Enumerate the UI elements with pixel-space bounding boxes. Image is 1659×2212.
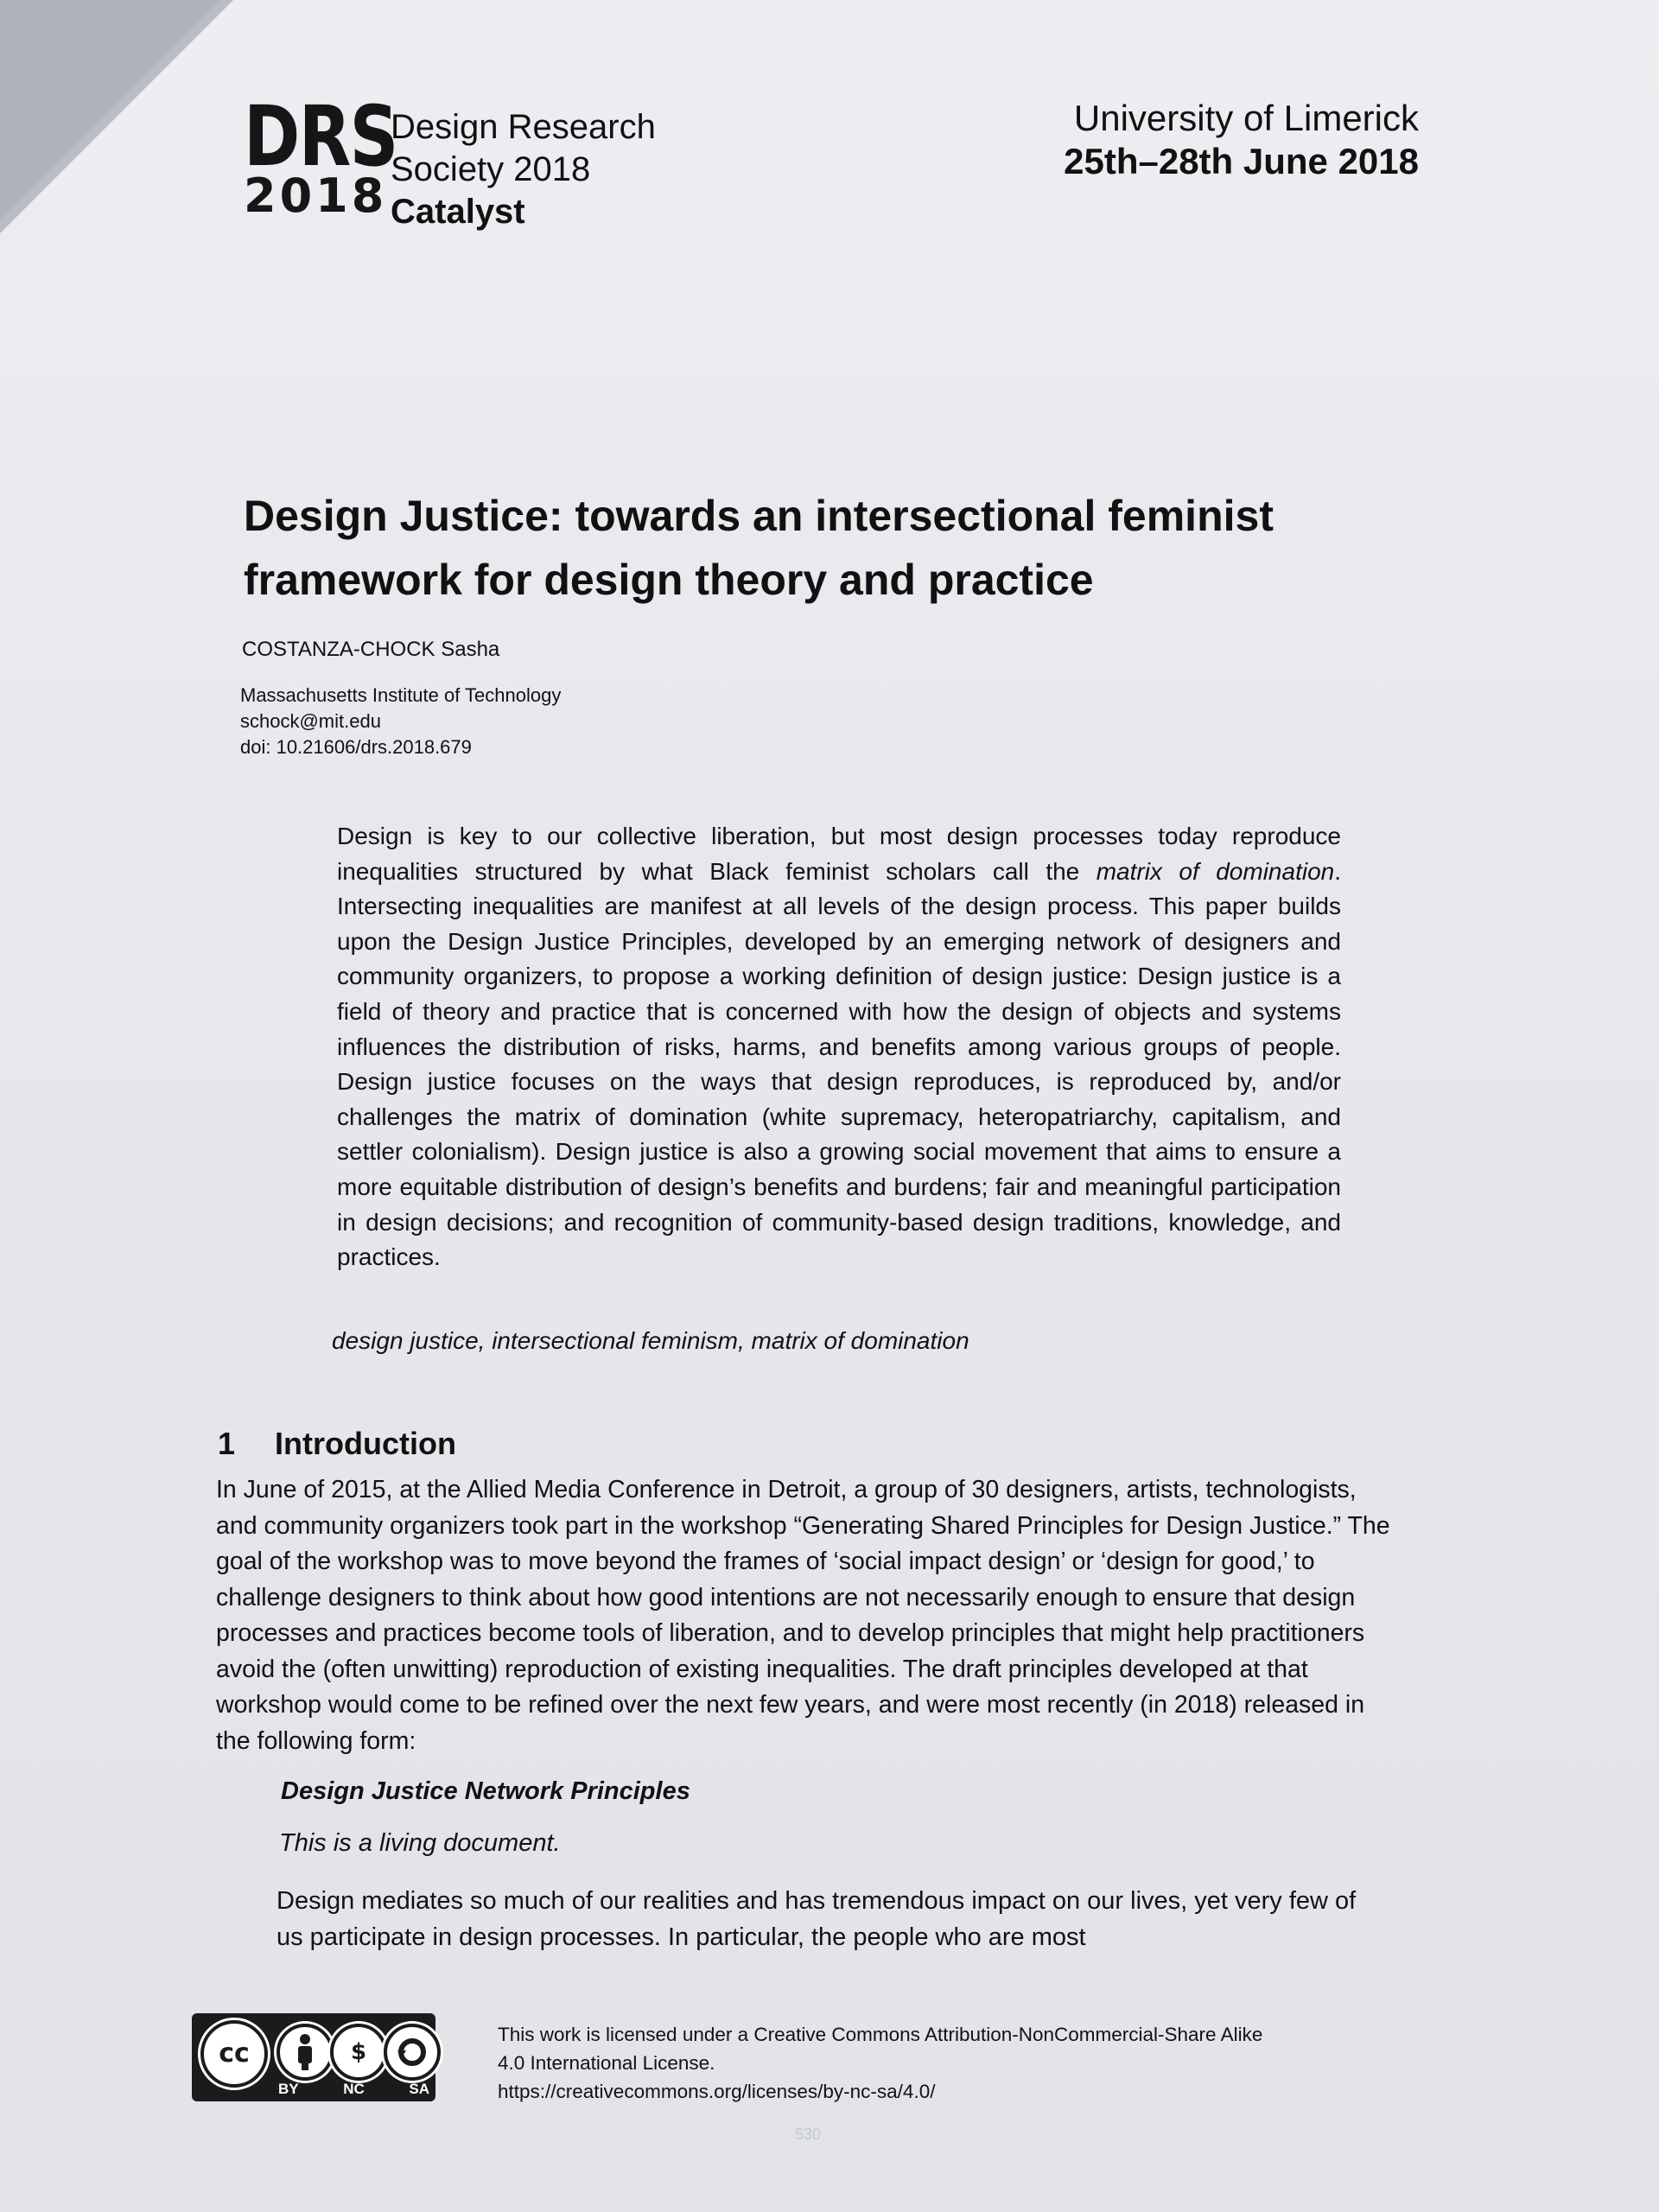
cc-label-nc: NC — [343, 2081, 365, 2097]
paper-title: Design Justice: towards an intersectional feminist framework for design theory and practice — [244, 492, 1274, 604]
license-text — [498, 2020, 1414, 2106]
drs-mark-year: 2018 — [244, 168, 388, 224]
principles-paragraph: Design mediates so much of our realities and has tremendous impact on our lives, yet very few of us participate in design processes. In particular, the people who are most — [276, 1887, 1357, 1951]
drs-mark-letters: DRS — [244, 88, 397, 185]
by-person-icon — [276, 2024, 334, 2081]
abstract — [337, 819, 1341, 1275]
abstract-part-2: . Intersecting inequalities are manifest at all levels of the design process. This paper builds upon the Design Justice Principles, developed by an emerging network of designers and community organizers, to propose a working definition of design justice: Design justice is a field of theory and practice that is concerned with how the design of objects and systems influences the distribution of risks, harms, and benefits among various groups of people. Design justice focuses on the ways that design reproduces, is reproduced by, and/or challenges the matrix of domination (white supremacy, heteropatriarchy, capitalism, and settler colonialism). Design justice is also a growing social movement that aims to ensure a more equitable distribution of design’s benefits and burdens; fair and meaningful participation in design decisions; and recognition of community-based design traditions, knowledge, and practices. — [337, 857, 1341, 1271]
affiliation: Massachusetts Institute of Technology — [240, 684, 562, 706]
abstract-emphasis: matrix of domination — [1096, 857, 1335, 885]
author-affiliation-block — [240, 683, 561, 760]
author-name: COSTANZA-CHOCK Sasha — [242, 638, 500, 661]
cc-label-sa: SA — [409, 2081, 429, 2097]
cc-label-by: BY — [278, 2081, 299, 2097]
conference-dates: 25th–28th June 2018 — [1064, 141, 1419, 181]
venue-name: University of Limerick — [1073, 98, 1419, 138]
section-title: Introduction — [275, 1426, 456, 1461]
section-heading-introduction — [218, 1426, 456, 1462]
abstract-part-1: Design is key to our collective liberation, but most design processes today reproduce inequalities structured by what Black feminist scholars call the — [337, 823, 1341, 885]
cc-icon: cc — [200, 2020, 268, 2088]
society-name: Design Research — [391, 108, 656, 146]
nc-dollar-icon: $ — [330, 2024, 387, 2081]
keywords: design justice, intersectional feminism, matrix of domination — [332, 1327, 969, 1354]
introduction-paragraph: In June of 2015, at the Allied Media Conference in Detroit, a group of 30 designers, artists, technologists, and community organizers took part in the workshop “Generating Shared Principles for Design Justice.” The goal of the workshop was to move beyond the frames of ‘social impact design’ or ‘design for good,’ to challenge designers to think about how good intentions are not necessarily enough to ensure that design processes and practices become tools of liberation, and to develop principles that might help practitioners avoid the (often unwitting) reproduction of existing inequalities. The draft principles developed at that workshop would come to be refined over the next few years, and were most recently (in 2018) released in the following form: — [216, 1476, 1390, 1755]
cc-badge-labels — [278, 2081, 429, 2098]
sa-share-alike-icon — [384, 2024, 441, 2081]
cc-license-badge — [192, 2013, 435, 2101]
author-email: schock@mit.edu — [240, 710, 381, 732]
license-line-1: This work is licensed under a Creative Commons Attribution-NonCommercial-Share Alike — [498, 2024, 1263, 2045]
principles-title: Design Justice Network Principles — [281, 1777, 690, 1805]
doi: doi: 10.21606/drs.2018.679 — [240, 736, 472, 758]
conference-theme: Catalyst — [391, 193, 525, 231]
drs-society-text — [391, 106, 656, 233]
license-line-2: 4.0 International License. — [498, 2052, 715, 2074]
page-number: 530 — [795, 2126, 822, 2143]
section-number: 1 — [218, 1426, 236, 1461]
license-url: https://creativecommons.org/licenses/by-nc-sa/4.0/ — [498, 2081, 936, 2102]
venue-block — [1064, 97, 1419, 183]
living-document-note: This is a living document. — [279, 1829, 561, 1857]
society-year: Society 2018 — [391, 150, 591, 188]
drs-logo — [244, 88, 656, 231]
